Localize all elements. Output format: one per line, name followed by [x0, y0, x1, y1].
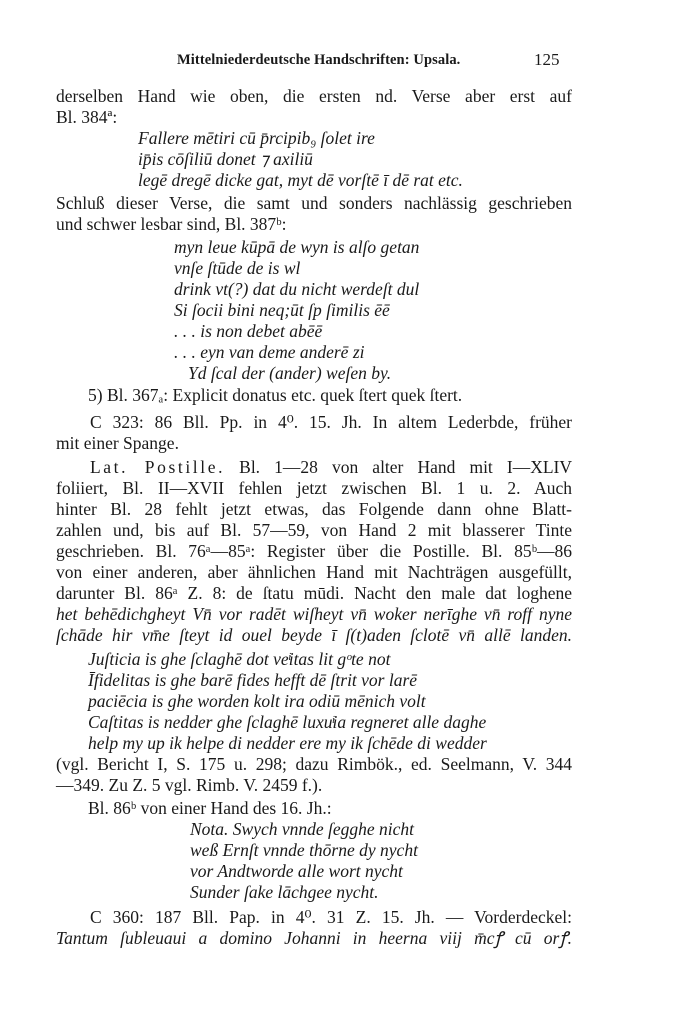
prose-line: darunter Bl. 86ᵃ Z. 8: de ſtatu mūdi. Nacht den male dat loghene	[56, 583, 572, 603]
entry-line: C 323: 86 Bll. Pp. in 4⁰. 15. Jh. In altem Lederbde, früher	[90, 412, 572, 432]
section-heading: Lat. Postille.	[90, 457, 226, 477]
prose-line: Schluß dieser Verse, die samt und sonders nachlässig geschrieben	[56, 193, 572, 213]
prose-line: Bl. 86ᵇ von einer Hand des 16. Jh.:	[88, 798, 332, 818]
verse-line: legē dregē dicke gat, myt dē vorſtē ī dē rat etc.	[138, 170, 463, 190]
prose-line: (vgl. Bericht I, S. 175 u. 298; dazu Rimbök., ed. Seelmann, V. 344	[56, 754, 572, 774]
verse-line: . . . eyn van deme anderē zi	[174, 342, 365, 362]
entry-line: Lat. Postille. Bl. 1—28 von alter Hand mit I—XLIV	[90, 457, 572, 477]
verse-line: . . . is non debet abēē	[174, 321, 323, 341]
verse-line: ip̄is cōſiliū donet ⁊ axiliū	[138, 149, 313, 169]
prose-line: von einer anderen, aber ähnlichen Hand mit Nachträgen ausgefüllt,	[56, 562, 572, 582]
running-head: Mittelniederdeutsche Handschriften: Upsala.	[177, 52, 461, 68]
verse-line: Caſtitas is nedder ghe ſclaghē luxuͥia regneret alle daghe	[88, 712, 487, 732]
prose-line: hinter Bl. 28 fehlt jetzt etwas, das Folgende dann ohne Blatt-	[56, 499, 572, 519]
verse-line: vor Andtworde alle wort nycht	[190, 861, 403, 881]
quote-line: het behēdichgheyt Vn̄ vor radēt wiſheyt vn̄ woker nerīghe vn̄ roff nyne	[56, 604, 572, 624]
verse-line: weß Ernſt vnnde thōrne dy nycht	[190, 840, 418, 860]
prose-line: derselben Hand wie oben, die ersten nd. Verse aber erst auf	[56, 86, 572, 106]
entry-line: C 360: 187 Bll. Pap. in 4⁰. 31 Z. 15. Jh. — Vorderdeckel:	[90, 907, 572, 927]
quote-line: Tantum ſubleuaui a domino Johanni in heerna viij m̄cꝭ cū orꝭ.	[56, 928, 572, 948]
verse-line: paciēcia is ghe worden kolt ira odiū mēnich volt	[88, 691, 426, 711]
verse-line: Sunder ſake lāchgee nycht.	[190, 882, 379, 902]
quote-line: ſchāde hir vm̄e ſteyt id ouel beyde ī ſ(t)aden ſclotē vn̄ allē landen.	[56, 625, 572, 645]
prose-line: und schwer lesbar sind, Bl. 387ᵇ:	[56, 214, 287, 234]
verse-line: Fallere mētiri cū p̄rcipib₉ ſolet ire	[138, 128, 375, 148]
prose-line: foliiert, Bl. II—XVII fehlen jetzt zwischen Bl. 1 u. 2. Auch	[56, 478, 572, 498]
verse-line: drink vt(?) dat du nicht werdeſt dul	[174, 279, 420, 299]
verse-line: Nota. Swych vnnde ſegghe nicht	[190, 819, 415, 839]
page-header	[0, 50, 675, 72]
verse-line: vnſe ſtūde de is wl	[174, 258, 301, 278]
item-line: 5) Bl. 367ₐ: Explicit donatus etc. quek ſtert quek ſtert.	[88, 385, 463, 405]
prose-line: —349. Zu Z. 5 vgl. Rimb. V. 2459 f.).	[56, 775, 323, 795]
verse-line: myn leue kūpā de wyn is alſo getan	[174, 237, 420, 257]
prose-line: mit einer Spange.	[56, 433, 179, 453]
prose-line: zahlen und, bis auf Bl. 57—59, von Hand 2 mit blasserer Tinte	[56, 520, 572, 540]
verse-line: Juſticia is ghe ſclaghē dot veͥitas lit gᵒte not	[88, 649, 391, 669]
verse-line: Īfidelitas is ghe barē fides hefft dē ſtrit vor larē	[88, 670, 418, 690]
page-number: 125	[534, 50, 560, 69]
verse-line: help my up ik helpe di nedder ere my ik ſchēde di wedder	[88, 733, 487, 753]
prose-line: Bl. 384ª:	[56, 107, 118, 127]
verse-line: Yd ſcal der (ander) weſen by.	[188, 363, 392, 383]
verse-line: Si ſocii bini neq;ūt ſp ſimilis ēē	[174, 300, 390, 320]
prose-line: geschrieben. Bl. 76ᵃ—85ᵃ: Register über die Postille. Bl. 85ᵇ—86	[56, 541, 572, 561]
